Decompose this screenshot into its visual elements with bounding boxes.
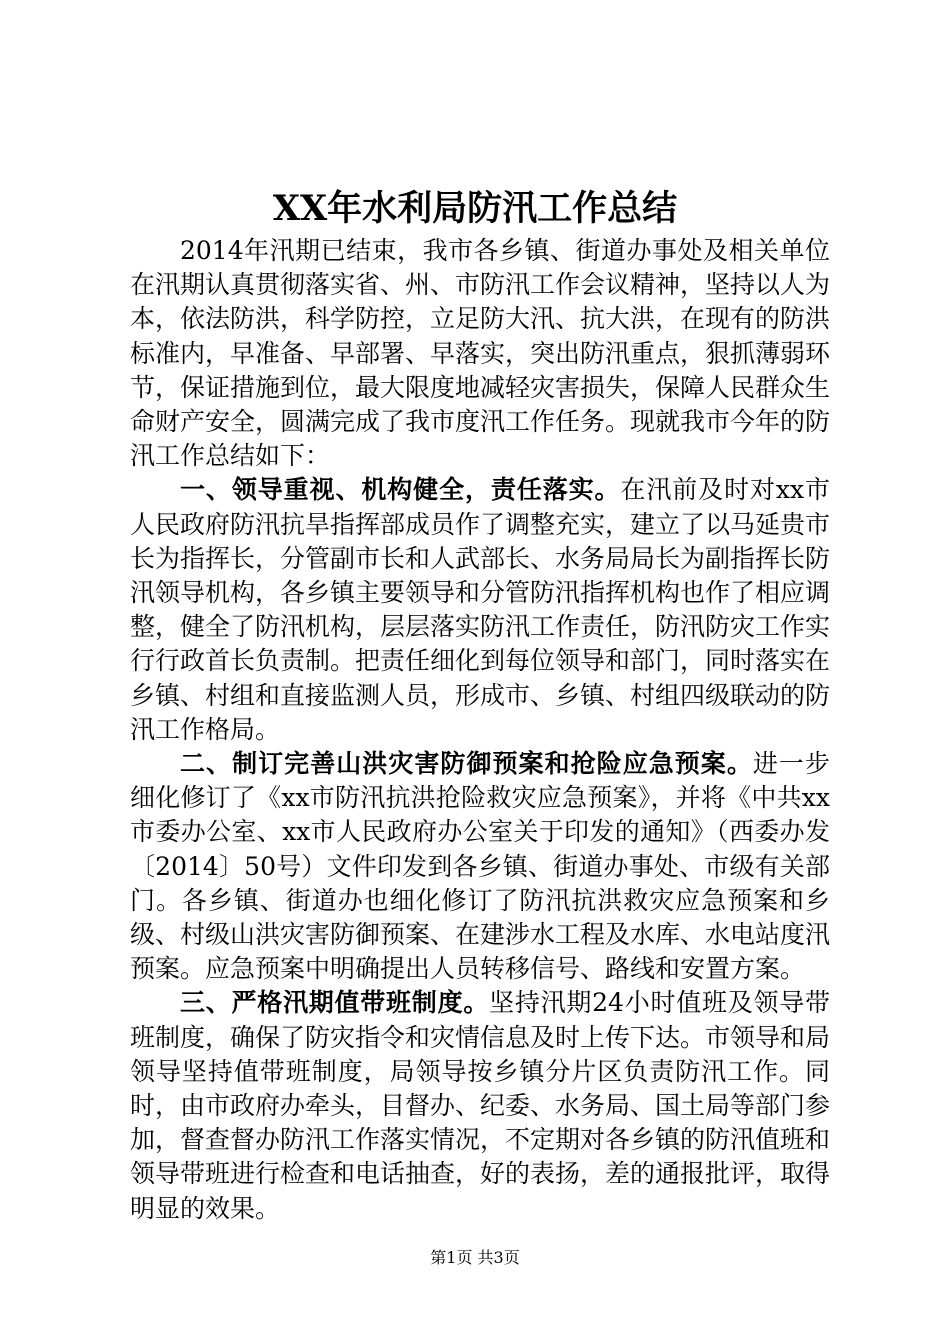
section-paragraph-2	[130, 747, 830, 986]
section-heading-1: 一、领导重视、机构健全，责任落实。	[180, 475, 621, 505]
intro-paragraph: 2014年汛期已结束，我市各乡镇、街道办事处及相关单位在汛期认真贯彻落实省、州、市防汛工作会议精神，坚持以人为本，依法防洪，科学防控，立足防大汛、抗大洪，在现有的防洪标准内，早准备、早部署、早落实，突出防汛重点，狠抓薄弱环节，保证措施到位，最大限度地减轻灾害损失，保障人民群众生命财产安全，圆满完成了我市度汛工作任务。现就我市今年的防汛工作总结如下：	[130, 236, 831, 471]
section-body-3: 坚持汛期24小时值班及领导带班制度，确保了防灾指令和灾情信息及时上传下达。市领导和局领导坚持值带班制度，局领导按乡镇分片区负责防汛工作。同时，由市政府办牵头，目督办、纪委、水务局、国土局等部门参加，督查督办防汛工作落实情况，不定期对各乡镇的防汛值班和领导带班进行检查和电话抽查，好的表扬，差的通报批评，取得明显的效果。	[130, 988, 831, 1223]
section-heading-3: 三、严格汛期值带班制度。	[180, 988, 490, 1018]
document-title: XX年水利局防汛工作总结	[272, 188, 678, 229]
section-paragraph-3	[130, 986, 830, 1225]
document-body	[130, 234, 830, 1226]
section-heading-2: 二、制订完善山洪灾害防御预案和抢险应急预案。	[180, 749, 753, 779]
page-number-footer: 第1页 共3页	[430, 1248, 520, 1267]
section-paragraph-1	[130, 473, 830, 747]
section-body-2: 进一步细化修订了《xx市防汛抗洪抢险救灾应急预案》，并将《中共xx市委办公室、xx市人民政府办公室关于印发的通知》（西委办发〔2014〕50号）文件印发到各乡镇、街道办事处、市级有关部门。各乡镇、街道办也细化修订了防汛抗洪救灾应急预案和乡级、村级山洪灾害防御预案、在建涉水工程及水库、水电站度汛预案。应急预案中明确提出人员转移信号、路线和安置方案。	[130, 749, 831, 984]
section-body-1: 在汛前及时对xx市人民政府防汛抗旱指挥部成员作了调整充实，建立了以马延贵市长为指挥长，分管副市长和人武部长、水务局局长为副指挥长防汛领导机构，各乡镇主要领导和分管防汛指挥机构也作了相应调整，健全了防汛机构，层层落实防汛工作责任，防汛防灾工作实行行政首长负责制。把责任细化到每位领导和部门，同时落实在乡镇、村组和直接监测人员，形成市、乡镇、村组四级联动的防汛工作格局。	[130, 475, 831, 744]
